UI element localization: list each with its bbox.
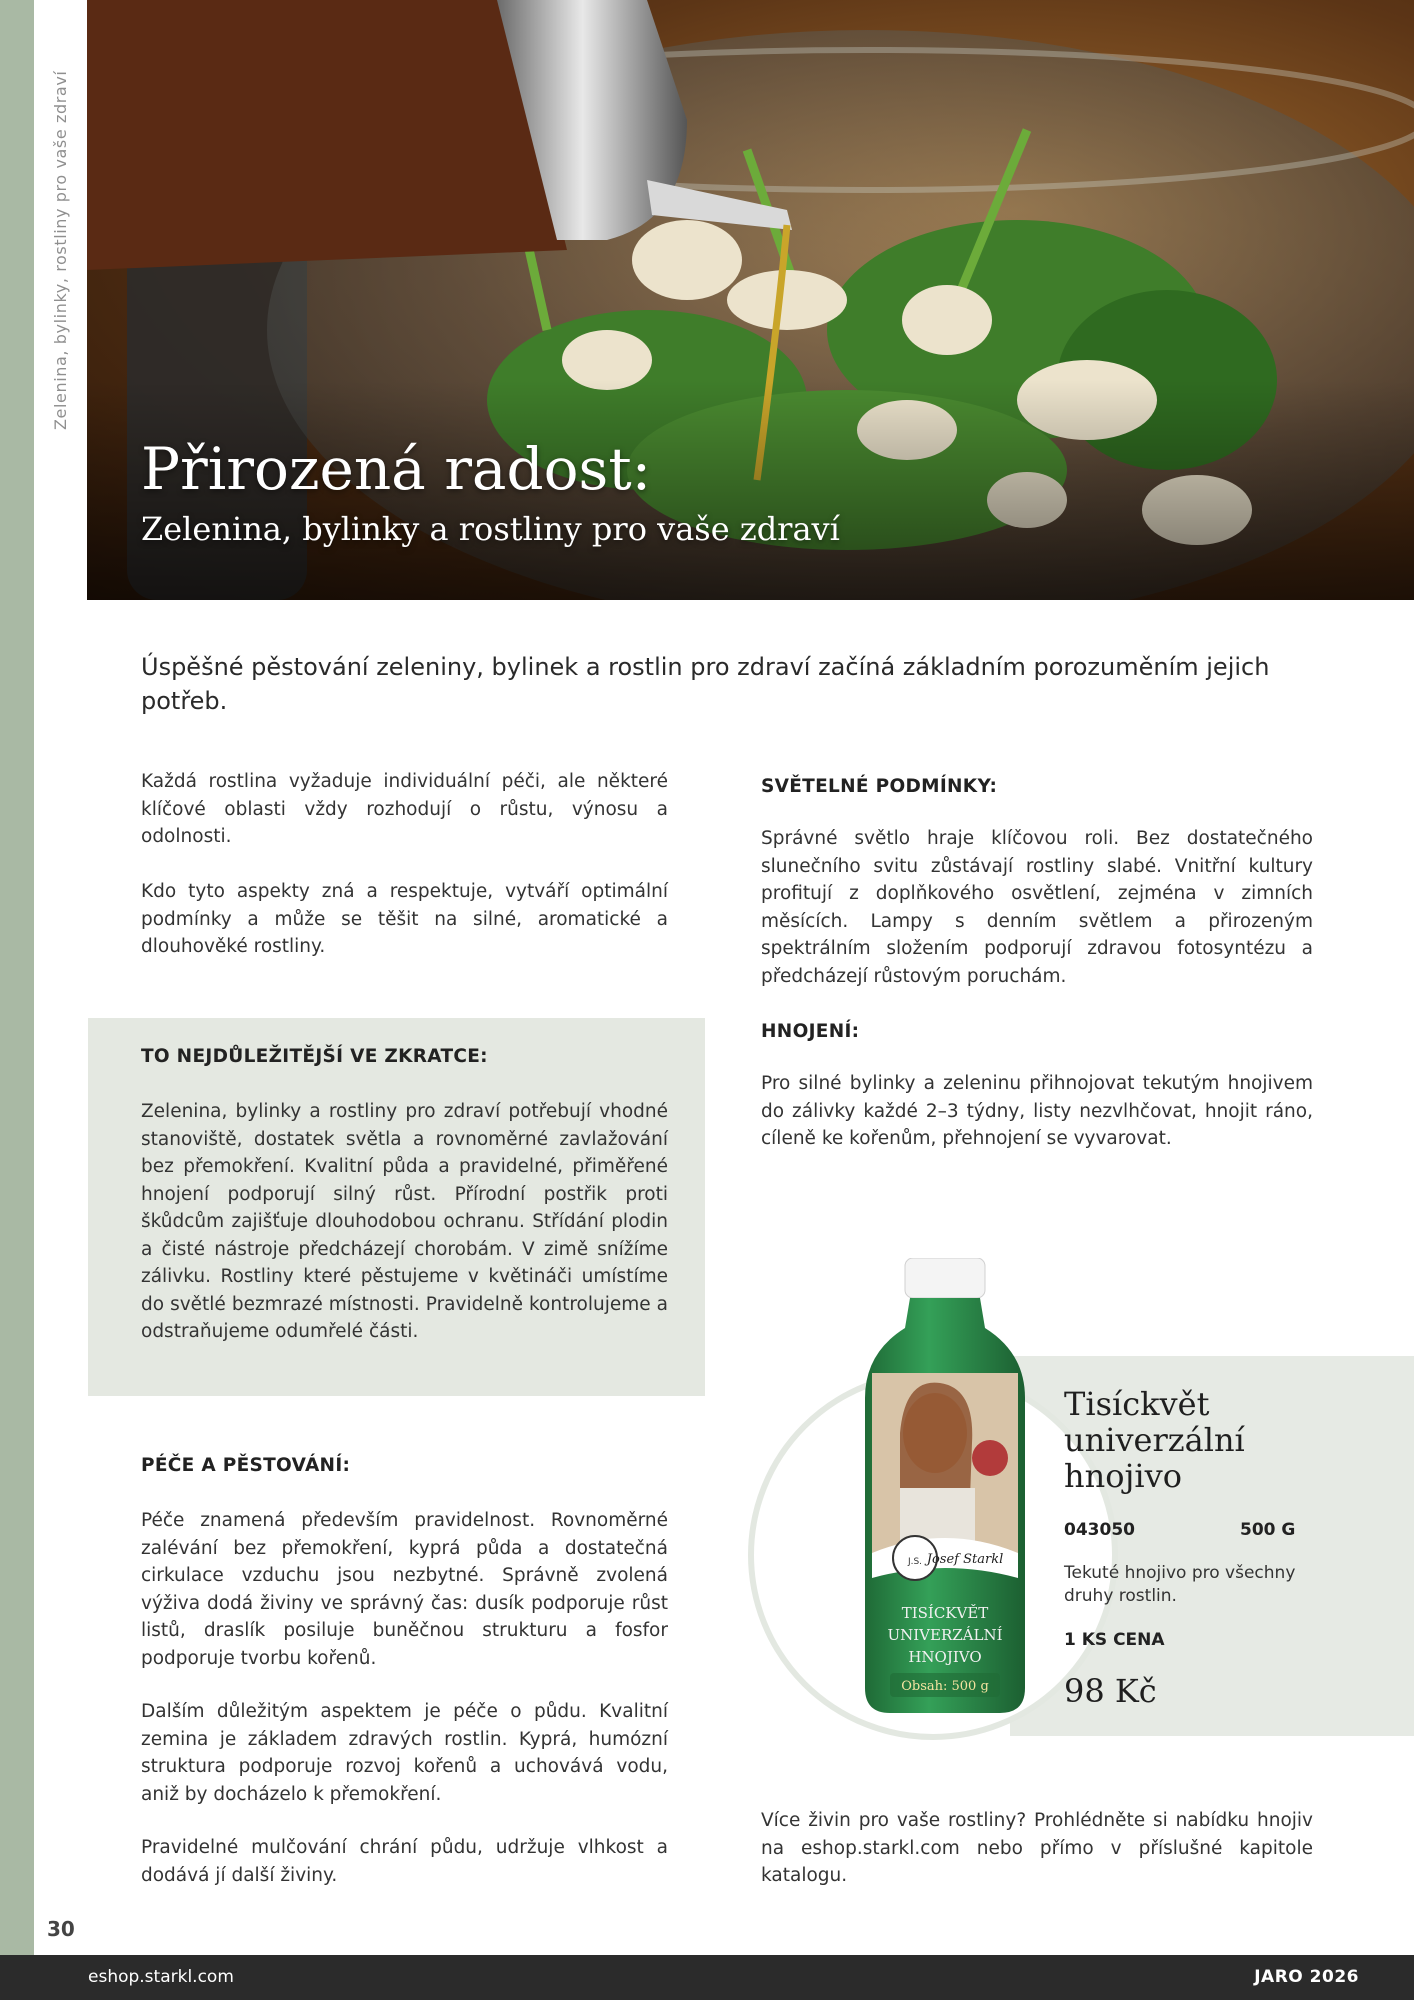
intro-paragraph-2: Kdo tyto aspekty zná a respektuje, vytváří optimální podmínky a může se těšit na silné, aromatické a dlouhověké rostliny.: [141, 881, 668, 957]
page-number: 30: [47, 1917, 75, 1941]
product-description: Tekuté hnojivo pro všechny druhy rostlin.: [1064, 1563, 1296, 1606]
bottle-label-line-1: TISÍCKVĚT: [901, 1604, 989, 1622]
care-paragraph-3: Pravidelné mulčování chrání půdu, udržuje vlhkost a dodává jí další živiny.: [141, 1837, 668, 1886]
care-paragraph-2: Dalším důležitým aspektem je péče o půdu. Kvalitní zemina je základem zdravých rostlin. Kyprá, humózní struktura podporuje rozvoj kořenů a uchovává vodu, aniž by docházelo k přemokření.: [141, 1701, 668, 1805]
product-price: 98 Kč: [1064, 1672, 1157, 1710]
lead-paragraph: Úspěšné pěstování zeleniny, bylinek a rostlin pro zdraví začíná základním porozuměním jejich potřeb.: [141, 653, 1270, 715]
footer-season: JARO 2026: [1254, 1967, 1359, 1987]
fertilizing-heading: HNOJENÍ:: [761, 1021, 860, 1042]
bottle-content-text: Obsah: 500 g: [901, 1679, 989, 1694]
product-size: 500 G: [1240, 1520, 1296, 1540]
bottle-label-line-3: HNOJIVO: [908, 1648, 982, 1666]
product-price-label: 1 KS CENA: [1064, 1630, 1165, 1650]
side-accent-bar: [0, 0, 34, 1955]
product-bottle-image: [860, 1258, 1030, 1718]
light-text: Správné světlo hraje klíčovou roli. Bez dostatečného slunečního svitu zůstávají rostliny slabé. Vnitřní kultury profitují z doplňkového osvětlení, zejména v zimních měsících. Lampy s denním světlem a přirozeným spektrálním složením podporují zdravou fotosyntézu a předcházejí růstovým poruchám.: [761, 828, 1313, 987]
product-title: Tisíckvět univerzální hnojivo: [1064, 1385, 1245, 1495]
summary-heading: TO NEJDŮLEŽITĚJŠÍ VE ZKRATCE:: [141, 1046, 488, 1067]
summary-text: Zelenina, bylinky a rostliny pro zdraví potřebují vhodné stanoviště, dostatek světla a rovnoměrné zavlažování bez přemokření. Kvalitní půda a pravidelné, přiměřené hnojení podporují silný růst. Přírodní postřik proti škůdcům zajišťuje dlouhodobou ochranu. Střídání plodin a čisté nástroje předcházejí chorobám. V zimě snížíme zálivku. Rostliny které pěstujeme v květináči umístíme do světlé bezmrazé místnosti. Pravidelně kontrolujeme a odstraňujeme odumřelé části.: [141, 1101, 668, 1342]
bottle-label-line-2: UNIVERZÁLNÍ: [887, 1626, 1003, 1644]
side-section-label: Zelenina, bylinky, rostliny pro vaše zdraví: [51, 70, 70, 430]
hero-subtitle: Zelenina, bylinky a rostliny pro vaše zdraví: [141, 510, 840, 548]
light-heading: SVĚTELNÉ PODMÍNKY:: [761, 776, 998, 797]
footer-website-link[interactable]: eshop.starkl.com: [88, 1967, 234, 1987]
intro-paragraph-1: Každá rostlina vyžaduje individuální péči, ale některé klíčové oblasti vždy rozhodují o růstu, výnosu a odolnosti.: [141, 771, 668, 847]
bottle-brand-text: Josef Starkl: [926, 1552, 1004, 1567]
more-info-text: Více živin pro vaše rostliny? Prohlédněte si nabídku hnojiv na eshop.starkl.com nebo přímo v příslušné kapitole katalogu.: [761, 1810, 1313, 1886]
hero-image: [87, 0, 1414, 600]
hero-title: Přirozená radost:: [141, 435, 652, 503]
care-paragraph-1: Péče znamená především pravidelnost. Rovnoměrné zalévání bez přemokření, kyprá půda a dostatečná cirkulace vzduchu jsou nezbytné. Správně zvolená výživa dodá živiny ve správný čas: dusík podporuje růst listů, draslík posiluje buněčnou strukturu a fosfor podporuje tvorbu kořenů.: [141, 1510, 668, 1669]
product-code: 043050: [1064, 1520, 1135, 1540]
footer-bar: [0, 1955, 1414, 2000]
fertilizing-text: Pro silné bylinky a zeleninu přihnojovat tekutým hnojivem do zálivky každé 2–3 týdny, listy nezvlhčovat, hnojit ráno, cíleně ke kořenům, přehnojení se vyvarovat.: [761, 1073, 1313, 1149]
svg-text:J.S.: J.S.: [907, 1557, 923, 1567]
care-heading: PÉČE A PĚSTOVÁNÍ:: [141, 1455, 351, 1476]
